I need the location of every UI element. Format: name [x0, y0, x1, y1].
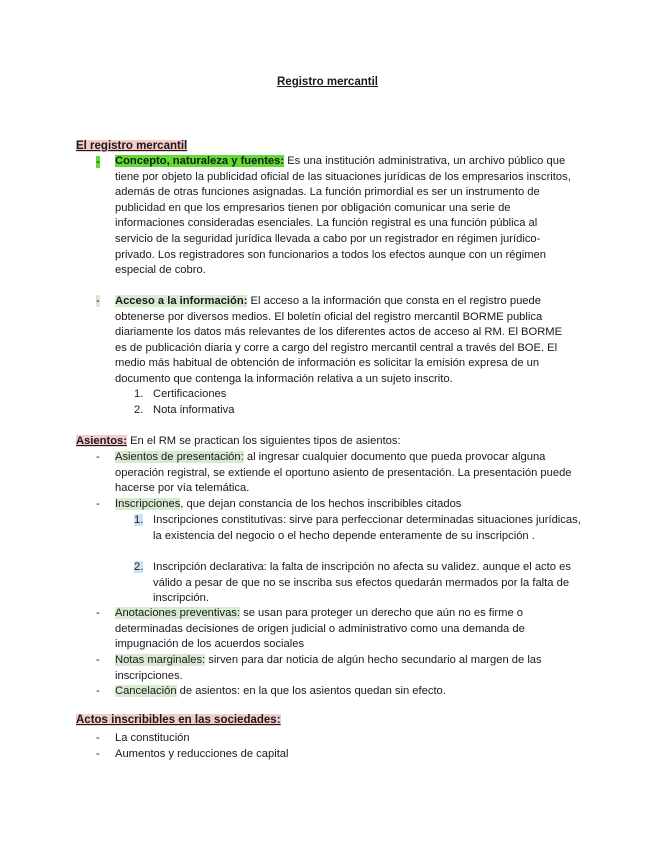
cancelacion-text: de asientos: en la que los asientos quedan sin efecto.	[176, 685, 446, 697]
section-heading-registro	[76, 140, 187, 152]
anotaciones-label: Anotaciones preventivas:	[115, 607, 241, 619]
bullet-dash: -	[96, 156, 100, 168]
bullet-dash: -	[96, 732, 100, 744]
concepto-label: Concepto, naturaleza y fuentes:	[115, 155, 285, 167]
acceso-text: El acceso a la información que consta en el registro puede obtenerse por diversos medios. El boletín oficial del registro mercantil BORME publica diariamente los datos más relevantes de los diferentes actos de acceso al RM. El BORME es de publicación diaria y corre a cargo del registro mercantil central a través del BOE. El medio más habitual de obtención de información es solicitar la emisión expresa de un documento que contenga la información relativa a un sujeto inscrito.	[115, 295, 563, 385]
acceso-label: Acceso a la información:	[115, 295, 248, 307]
section-heading-text: Actos inscribibles en las sociedades:	[76, 714, 281, 726]
bullet-dash: -	[96, 607, 100, 619]
concepto-text: Es una institución administrativa, un archivo público que tiene por objeto la publicidad oficial de las situaciones jurídicas de los empresarios inscritos, además de otras funciones asignadas. La función primordial es ser un instrumento de publicidad en que los empresarios tienen por obligación comunicar una serie de informaciones consideradas esenciales. La función registral es una función pública al servicio de la seguridad jurídica llevada a cabo por un registrador en régimen jurídico-privado. Los registradores son funcionarios a todos los efectos aunque con un régimen especial de cobro.	[115, 155, 571, 277]
bullet-dash: -	[96, 748, 100, 760]
presentacion-text: al ingresar cualquier documento que pueda provocar alguna operación registral, se extiende el oportuno asiento de presentación. La presentación puede hacerse por vía telemática.	[115, 451, 572, 495]
anotaciones-text: se usan para proteger un derecho que aún no es firme o determinadas decisiones de origen judicial o administrativo como una demanda de impugnación de los acuerdos sociales	[115, 607, 525, 651]
bullet-dash: -	[96, 295, 100, 307]
section-heading-text: El registro mercantil	[76, 140, 188, 152]
list-number: 2.	[134, 561, 144, 573]
bullet-dash: -	[96, 451, 100, 463]
paragraph-concepto	[115, 154, 575, 279]
paragraph-notas	[115, 653, 575, 684]
notas-label: Notas marginales:	[115, 654, 206, 666]
paragraph-acceso	[115, 294, 575, 388]
list-number: 1.	[134, 388, 144, 400]
actos-item: Aumentos y reducciones de capital	[115, 748, 289, 760]
cancelacion-label: Cancelación	[115, 685, 177, 697]
inscripciones-label: Inscripciones	[115, 498, 181, 510]
paragraph-anotaciones	[115, 606, 575, 653]
asientos-intro: En el RM se practican los siguientes tipos de asientos:	[126, 435, 401, 447]
paragraph-presentacion	[115, 450, 575, 497]
inscripciones-text: , que dejan constancia de los hechos inscribibles citados	[180, 498, 462, 510]
bullet-dash: -	[96, 685, 100, 697]
page-title: Registro mercantil	[277, 76, 378, 88]
notas-text: sirven para dar noticia de algún hecho secundario al margen de las inscripciones.	[115, 654, 542, 682]
paragraph-inscripciones	[115, 497, 575, 513]
presentacion-label: Asientos de presentación:	[115, 451, 244, 463]
bullet-dash: -	[96, 654, 100, 666]
acceso-item: Nota informativa	[153, 404, 235, 416]
inscripcion-item: Inscripción declarativa: la falta de inscripción no afecta su validez. aunque el acto es válido a pesar de que no se inscriba sus efectos quedarán mermados por la falta de inscripción.	[153, 561, 571, 605]
paragraph-cancelacion	[115, 684, 575, 700]
list-number: 1.	[134, 514, 144, 526]
inscripcion-item: Inscripciones constitutivas: sirve para perfeccionar determinadas situaciones jurídicas, la existencia del negocio o el hecho depende enteramente de su inscripción .	[153, 514, 581, 542]
section-heading-asientos: Asientos:	[76, 435, 127, 447]
list-number: 2.	[134, 404, 144, 416]
asientos-intro-line	[76, 434, 596, 450]
acceso-item: Certificaciones	[153, 388, 227, 400]
actos-item: La constitución	[115, 732, 190, 744]
bullet-dash: -	[96, 498, 100, 510]
section-heading-actos	[76, 714, 281, 726]
